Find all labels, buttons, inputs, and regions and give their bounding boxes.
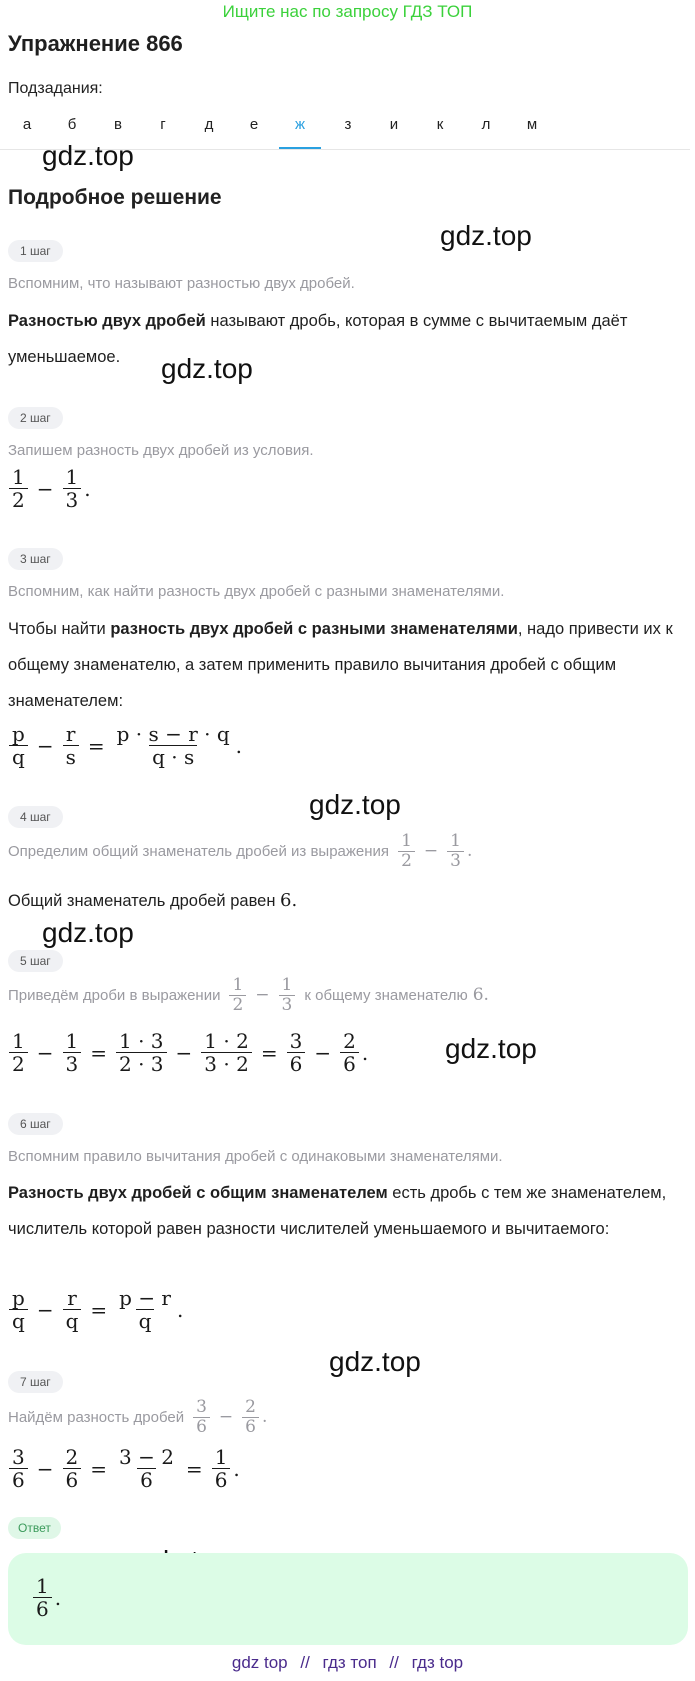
step-6-text: Разность двух дробей с общим знаменателем есть дробь с тем же знаменателем, числитель которой равен разности числителей уменьшаемого и вычитаемого: <box>8 1184 667 1238</box>
tab-d[interactable]: д <box>204 116 214 133</box>
step-5-hint: Приведём дроби в выражении $\frac{1}{2}$ − $\frac{1}{3}$ к общему знаменателю 6 . <box>8 975 489 1015</box>
step-3-hint: Вспомним, как найти разность двух дробей с разными знаменателями. <box>8 583 505 600</box>
tab-k[interactable]: к <box>436 116 444 133</box>
watermark: gdz.top <box>161 353 253 384</box>
tab-l[interactable]: л <box>481 116 491 133</box>
step-1-text: Разностью двух дробей называют дробь, которая в сумме с вычитаемым даёт уменьшаемое. <box>8 312 628 366</box>
watermark: gdz.top <box>42 917 134 948</box>
step-3-text: Чтобы найти разность двух дробей с разными знаменателями, надо привести их к общему знаменателю, а затем применить правило вычитания дробей с общим знаменателем: <box>8 620 673 710</box>
step-2-formula: $\frac{1}{2}$ − $\frac{1}{3}$ . <box>6 466 91 511</box>
step-5-badge: 5 шаг <box>8 950 63 972</box>
footer-link-3[interactable]: гдз top <box>411 1653 464 1672</box>
footer-separator: // <box>389 1653 399 1672</box>
step-7-badge: 7 шаг <box>8 1371 63 1393</box>
step-3-badge: 3 шаг <box>8 548 63 570</box>
tab-g[interactable]: г <box>160 116 166 133</box>
step-2-badge: 2 шаг <box>8 407 63 429</box>
subtasks-label: Подзадания: <box>8 80 103 97</box>
step-6-hint: Вспомним правило вычитания дробей с одинаковыми знаменателями. <box>8 1148 503 1165</box>
step-6-formula: $\frac{p}{q}$ − $\frac{r}{q}$ = $\frac{p - r}{q}$ . <box>6 1287 183 1332</box>
tab-z[interactable]: з <box>344 116 352 133</box>
step-6-badge: 6 шаг <box>8 1113 63 1135</box>
tab-v[interactable]: в <box>114 116 122 133</box>
tab-b[interactable]: б <box>67 116 77 133</box>
step-3-formula: $\frac{p}{q}$ − $\frac{r}{s}$ = $\frac{p \cdot s - r \cdot q}{q \cdot s}$ . <box>6 723 242 768</box>
footer-link-2[interactable]: гдз топ <box>322 1653 377 1672</box>
step-5-formula: $\frac{1}{2}$ − $\frac{1}{3}$ = $\frac{1 \cdot 3}{2 \cdot 3}$ − $\frac{1 \cdot 2}{3 \cdot 2}$ = $\frac{3}{6}$ − $\frac{2}{6}$ . <box>6 1030 368 1075</box>
step-4-hint: Определим общий знаменатель дробей из выражения $\frac{1}{2}$ − $\frac{1}{3}$ . <box>8 831 473 871</box>
answer-box <box>8 1553 688 1645</box>
tab-m[interactable]: м <box>526 116 538 133</box>
tab-i[interactable]: и <box>389 116 399 133</box>
step-1-badge: 1 шаг <box>8 240 63 262</box>
watermark: gdz.top <box>329 1346 421 1377</box>
tab-a[interactable]: а <box>22 116 32 133</box>
answer-badge: Ответ <box>8 1519 61 1537</box>
footer-links <box>0 1653 695 1673</box>
footer-link-1[interactable]: gdz top <box>231 1653 288 1672</box>
step-1-hint: Вспомним, что называют разностью двух дробей. <box>8 275 355 292</box>
step-4-badge: 4 шаг <box>8 806 63 828</box>
tab-zh[interactable]: ж <box>279 112 321 149</box>
step-4-result: Общий знаменатель дробей равен 6 . <box>8 890 298 911</box>
page-title: Упражнение 866 <box>8 31 183 56</box>
watermark: gdz.top <box>440 220 532 251</box>
answer-formula: $\frac{1}{6}$ . <box>30 1575 61 1620</box>
step-7-formula: $\frac{3}{6}$ − $\frac{2}{6}$ = $\frac{3 - 2}{6}$ = $\frac{1}{6}$ . <box>6 1446 240 1491</box>
step-2-hint: Запишем разность двух дробей из условия. <box>8 442 314 459</box>
footer-separator: // <box>300 1653 310 1672</box>
tab-e[interactable]: е <box>249 116 259 133</box>
step-7-hint: Найдём разность дробей $\frac{3}{6}$ − $\frac{2}{6}$ . <box>8 1397 268 1437</box>
watermark: gdz.top <box>42 140 134 171</box>
watermark: gdz.top <box>309 789 401 820</box>
watermark: gdz.top <box>445 1033 537 1064</box>
search-banner: Ищите нас по запросу ГДЗ ТОП <box>222 2 473 21</box>
solution-title: Подробное решение <box>8 186 222 209</box>
